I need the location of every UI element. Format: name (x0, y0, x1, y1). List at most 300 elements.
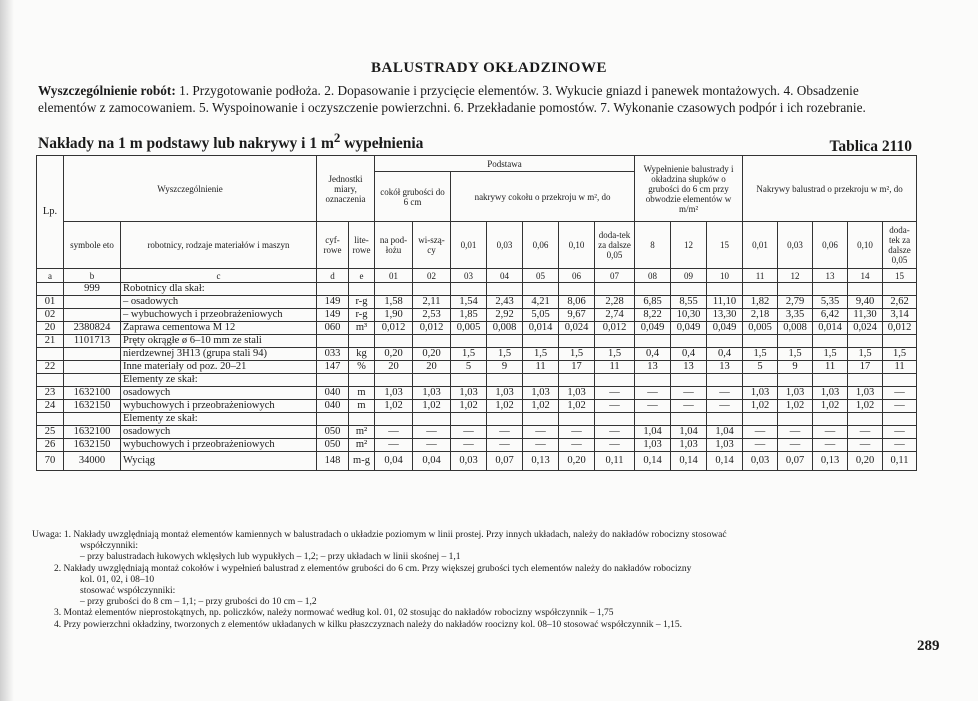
symbol-cell: 1632150 (64, 439, 121, 452)
value-cell (743, 374, 778, 387)
lp-cell: 21 (37, 335, 64, 348)
value-cell: — (707, 400, 743, 413)
value-cell (671, 413, 707, 426)
value-cell: — (778, 439, 813, 452)
value-cell: — (848, 439, 883, 452)
dodatek-header: doda-tek za dalsze 0,05 (883, 222, 917, 269)
value-cell: 2,53 (413, 309, 451, 322)
wypelnienie-header: Wypełnienie balustrady i okładzina słupków o grubości do 6 cm przy obwodzie elementów w m/m² (635, 156, 743, 222)
nakrywy-cokolu-header: nakrywy cokołu o przekroju w m², do (451, 172, 635, 222)
unit-code-cell: 149 (317, 296, 349, 309)
notes (32, 530, 922, 631)
lp-cell: 26 (37, 439, 64, 452)
value-cell: 0,20 (375, 348, 413, 361)
symbol-cell: 34000 (64, 452, 121, 471)
value-cell: 8,22 (635, 309, 671, 322)
value-cell (523, 283, 559, 296)
table-row (37, 296, 917, 309)
unit-cell (349, 374, 375, 387)
value-cell (451, 283, 487, 296)
value-cell: 6,85 (635, 296, 671, 309)
value-cell (375, 413, 413, 426)
symbol-cell: 2380824 (64, 322, 121, 335)
value-cell: — (671, 387, 707, 400)
unit-cell (349, 283, 375, 296)
value-cell: 1,03 (707, 439, 743, 452)
value-cell (559, 283, 595, 296)
col-number: 05 (523, 269, 559, 283)
value-cell: 9 (778, 361, 813, 374)
value-cell: — (743, 439, 778, 452)
value-cell (375, 283, 413, 296)
size-header: 0,06 (813, 222, 848, 269)
unit-code-cell: 050 (317, 426, 349, 439)
table-row (37, 400, 917, 413)
value-cell: 0,07 (778, 452, 813, 471)
symbol-cell (64, 374, 121, 387)
value-cell: 11,30 (848, 309, 883, 322)
value-cell: 1,54 (451, 296, 487, 309)
size-header: 0,03 (778, 222, 813, 269)
unit-code-cell (317, 283, 349, 296)
value-cell: 0,20 (559, 452, 595, 471)
size-header: 12 (671, 222, 707, 269)
cokol-header: cokół grubości do 6 cm (375, 172, 451, 222)
value-cell: 0,04 (413, 452, 451, 471)
table-row (37, 309, 917, 322)
value-cell (813, 374, 848, 387)
value-cell: 2,11 (413, 296, 451, 309)
value-cell (848, 283, 883, 296)
value-cell (413, 283, 451, 296)
work-description (38, 82, 914, 116)
value-cell: 1,02 (778, 400, 813, 413)
value-cell: 11 (595, 361, 635, 374)
value-cell (778, 413, 813, 426)
value-cell (375, 374, 413, 387)
value-cell: 1,82 (743, 296, 778, 309)
value-cell: 0,008 (778, 322, 813, 335)
unit-cell: % (349, 361, 375, 374)
value-cell: — (883, 426, 917, 439)
unit-code-cell (317, 374, 349, 387)
value-cell: — (635, 387, 671, 400)
value-cell: 1,03 (451, 387, 487, 400)
value-cell: 20 (413, 361, 451, 374)
value-cell (523, 374, 559, 387)
value-cell: 1,02 (451, 400, 487, 413)
podstawa-header: Podstawa (375, 156, 635, 172)
value-cell: — (523, 426, 559, 439)
value-cell (595, 413, 635, 426)
lp-cell: 70 (37, 452, 64, 471)
value-cell: 1,03 (413, 387, 451, 400)
table-subtitle (38, 130, 423, 153)
literowe-header: lite-rowe (349, 222, 375, 269)
value-cell (813, 335, 848, 348)
value-cell: 0,012 (413, 322, 451, 335)
value-cell: 1,5 (595, 348, 635, 361)
value-cell (635, 374, 671, 387)
value-cell: 1,5 (848, 348, 883, 361)
value-cell (813, 283, 848, 296)
value-cell (671, 283, 707, 296)
value-cell (848, 413, 883, 426)
value-cell: 0,11 (883, 452, 917, 471)
value-cell: — (523, 439, 559, 452)
col-letter: c (121, 269, 317, 283)
value-cell: 1,04 (635, 426, 671, 439)
table-row (37, 439, 917, 452)
value-cell: 1,03 (375, 387, 413, 400)
value-cell: 0,014 (813, 322, 848, 335)
value-cell: 0,012 (883, 322, 917, 335)
value-cell: — (883, 387, 917, 400)
symbol-cell (64, 309, 121, 322)
value-cell: 1,03 (848, 387, 883, 400)
note-line: kol. 01, 02, i 08–10 (80, 574, 155, 585)
unit-cell: m² (349, 439, 375, 452)
value-cell: 5,05 (523, 309, 559, 322)
description-cell: Robotnicy dla skał: (121, 283, 317, 296)
value-cell: 5 (451, 361, 487, 374)
value-cell: 1,02 (413, 400, 451, 413)
description-cell: – osadowych (121, 296, 317, 309)
value-cell: 1,02 (375, 400, 413, 413)
value-cell (413, 335, 451, 348)
lp-cell: 22 (37, 361, 64, 374)
value-cell: — (595, 426, 635, 439)
lp-cell: 24 (37, 400, 64, 413)
value-cell: 1,02 (848, 400, 883, 413)
value-cell: 0,04 (375, 452, 413, 471)
value-cell (671, 374, 707, 387)
value-cell: 1,02 (743, 400, 778, 413)
value-cell (778, 374, 813, 387)
value-cell: 0,13 (813, 452, 848, 471)
lp-cell: 02 (37, 309, 64, 322)
value-cell: 6,42 (813, 309, 848, 322)
value-cell: 2,92 (487, 309, 523, 322)
value-cell: 1,03 (523, 387, 559, 400)
value-cell: — (635, 400, 671, 413)
value-cell: 11 (813, 361, 848, 374)
value-cell: — (451, 426, 487, 439)
value-cell: 0,13 (523, 452, 559, 471)
value-cell: 0,008 (487, 322, 523, 335)
description-cell: wybuchowych i przeobrażeniowych (121, 439, 317, 452)
value-cell (451, 335, 487, 348)
value-cell: 1,5 (523, 348, 559, 361)
symbol-cell: 1101713 (64, 335, 121, 348)
value-cell (707, 413, 743, 426)
value-cell: 0,4 (635, 348, 671, 361)
value-cell (487, 335, 523, 348)
size-header: 0,10 (559, 222, 595, 269)
col-letter: d (317, 269, 349, 283)
value-cell: — (413, 439, 451, 452)
value-cell (848, 335, 883, 348)
col-number: 02 (413, 269, 451, 283)
unit-cell: m² (349, 426, 375, 439)
value-cell: 1,5 (451, 348, 487, 361)
value-cell (778, 283, 813, 296)
unit-code-cell: 147 (317, 361, 349, 374)
value-cell: 1,90 (375, 309, 413, 322)
value-cell: 1,02 (813, 400, 848, 413)
unit-code-cell: 033 (317, 348, 349, 361)
value-cell: 11 (523, 361, 559, 374)
value-cell: 0,07 (487, 452, 523, 471)
unit-code-cell: 040 (317, 400, 349, 413)
table-row (37, 387, 917, 400)
value-cell: 4,21 (523, 296, 559, 309)
wiszacy-header: wi-szą-cy (413, 222, 451, 269)
value-cell: 1,5 (813, 348, 848, 361)
unit-cell: m (349, 400, 375, 413)
description-cell: osadowych (121, 387, 317, 400)
value-cell: 11,10 (707, 296, 743, 309)
nakrywy-balustrad-header: Nakrywy balustrad o przekroju w m², do (743, 156, 917, 222)
col-number: 06 (559, 269, 595, 283)
value-cell (743, 283, 778, 296)
value-cell: 9,67 (559, 309, 595, 322)
value-cell (487, 413, 523, 426)
value-cell: 5 (743, 361, 778, 374)
col-number: 12 (778, 269, 813, 283)
value-cell: — (451, 439, 487, 452)
value-cell: 1,04 (707, 426, 743, 439)
unit-code-cell (317, 335, 349, 348)
value-cell (707, 283, 743, 296)
col-number: 15 (883, 269, 917, 283)
value-cell (883, 374, 917, 387)
unit-code-cell: 060 (317, 322, 349, 335)
note-line: – przy balustradach łukowych wklęsłych lub wypukłych – 1,2; – przy układach w linii skośnej – 1,1 (80, 552, 461, 563)
value-cell: 13 (671, 361, 707, 374)
value-cell (813, 413, 848, 426)
value-cell: — (883, 439, 917, 452)
value-cell: 8,55 (671, 296, 707, 309)
description-cell: Elementy ze skał: (121, 374, 317, 387)
note-line: współczynniki: (80, 541, 139, 552)
value-cell (743, 335, 778, 348)
value-cell: — (707, 387, 743, 400)
unit-code-cell: 040 (317, 387, 349, 400)
symbole-header: symbole eto (64, 222, 121, 269)
symbol-cell (64, 361, 121, 374)
value-cell: 1,02 (559, 400, 595, 413)
value-cell (487, 374, 523, 387)
value-cell (883, 283, 917, 296)
description-cell: Zaprawa cementowa M 12 (121, 322, 317, 335)
value-cell: 1,02 (487, 400, 523, 413)
value-cell: — (595, 400, 635, 413)
value-cell: 0,014 (523, 322, 559, 335)
value-cell: 0,049 (671, 322, 707, 335)
unit-code-cell (317, 413, 349, 426)
symbol-cell: 999 (64, 283, 121, 296)
col-letter: e (349, 269, 375, 283)
value-cell (595, 283, 635, 296)
symbol-cell (64, 348, 121, 361)
symbol-cell: 1632100 (64, 426, 121, 439)
value-cell: 0,049 (707, 322, 743, 335)
value-cell: 1,04 (671, 426, 707, 439)
work-description-text: 1. Przygotowanie podłoża. 2. Dopasowanie i przycięcie elementów. 3. Wykucie gniazd i panewek montażowych. 4. Obsadzenie elementów z zamocowaniem. 5. Wyspoinowanie i oczyszczenie powierzchni. 6. Przekładanie pomostów. 7. Wykonanie czasowych podpór i ich rozebranie. (38, 83, 866, 115)
size-header: 15 (707, 222, 743, 269)
value-cell (743, 413, 778, 426)
value-cell: 1,02 (523, 400, 559, 413)
value-cell: — (487, 426, 523, 439)
value-cell: 1,5 (883, 348, 917, 361)
size-header: 0,03 (487, 222, 523, 269)
value-cell: 1,5 (559, 348, 595, 361)
note-line: – przy grubości do 8 cm – 1,1; – przy grubości do 10 cm – 1,2 (80, 597, 317, 608)
col-letter: b (64, 269, 121, 283)
value-cell: 0,14 (671, 452, 707, 471)
value-cell (707, 335, 743, 348)
value-cell (707, 374, 743, 387)
col-number: 11 (743, 269, 778, 283)
value-cell (559, 413, 595, 426)
symbol-cell: 1632150 (64, 400, 121, 413)
col-number: 09 (671, 269, 707, 283)
size-header: 0,01 (743, 222, 778, 269)
unit-cell: m³ (349, 322, 375, 335)
value-cell: 0,20 (413, 348, 451, 361)
value-cell: 2,28 (595, 296, 635, 309)
value-cell: 0,005 (743, 322, 778, 335)
wyszczegolnienie-header: Wyszczególnienie (64, 156, 317, 222)
value-cell: 0,03 (451, 452, 487, 471)
value-cell: 0,20 (848, 452, 883, 471)
value-cell (559, 335, 595, 348)
value-cell: 2,18 (743, 309, 778, 322)
lp-cell (37, 348, 64, 361)
value-cell: 13,30 (707, 309, 743, 322)
value-cell: — (671, 400, 707, 413)
value-cell: — (595, 387, 635, 400)
value-cell (778, 335, 813, 348)
value-cell: — (848, 426, 883, 439)
page-title: BALUSTRADY OKŁADZINOWE (371, 60, 607, 76)
col-number: 04 (487, 269, 523, 283)
description-cell: Elementy ze skał: (121, 413, 317, 426)
value-cell: — (813, 426, 848, 439)
col-number: 14 (848, 269, 883, 283)
lp-cell: 20 (37, 322, 64, 335)
lp-cell: 23 (37, 387, 64, 400)
value-cell: 3,35 (778, 309, 813, 322)
value-cell: 1,03 (635, 439, 671, 452)
col-number: 13 (813, 269, 848, 283)
value-cell: 2,43 (487, 296, 523, 309)
col-number: 01 (375, 269, 413, 283)
table-row (37, 283, 917, 296)
value-cell: — (595, 439, 635, 452)
col-number: 10 (707, 269, 743, 283)
value-cell (413, 413, 451, 426)
lp-cell (37, 413, 64, 426)
value-cell: 1,03 (559, 387, 595, 400)
lp-cell (37, 374, 64, 387)
robotnicy-header: robotnicy, rodzaje materiałów i maszyn (121, 222, 317, 269)
value-cell: 17 (848, 361, 883, 374)
value-cell: 0,005 (451, 322, 487, 335)
value-cell (451, 374, 487, 387)
unit-cell: m-g (349, 452, 375, 471)
description-cell: wybuchowych i przeobrażeniowych (121, 400, 317, 413)
value-cell (523, 413, 559, 426)
value-cell (375, 335, 413, 348)
col-number: 08 (635, 269, 671, 283)
value-cell: — (559, 426, 595, 439)
note-line: stosować współczynniki: (80, 586, 176, 597)
value-cell (635, 283, 671, 296)
na-podlozu-header: na pod-łożu (375, 222, 413, 269)
table-row (37, 452, 917, 471)
value-cell (487, 283, 523, 296)
value-cell: 2,79 (778, 296, 813, 309)
col-letter: a (37, 269, 64, 283)
table-row (37, 374, 917, 387)
value-cell: 2,74 (595, 309, 635, 322)
value-cell: 1,03 (487, 387, 523, 400)
value-cell (451, 413, 487, 426)
lp-header: Lp. (37, 156, 64, 269)
subtitle-sup: 2 (333, 130, 341, 145)
value-cell: 1,03 (671, 439, 707, 452)
value-cell: 1,85 (451, 309, 487, 322)
value-cell: — (487, 439, 523, 452)
value-cell (523, 335, 559, 348)
lp-cell (37, 283, 64, 296)
description-cell: Pręty okrągłe ø 6–10 mm ze stali (121, 335, 317, 348)
unit-code-cell: 149 (317, 309, 349, 322)
unit-cell: r-g (349, 309, 375, 322)
value-cell: 9,40 (848, 296, 883, 309)
unit-code-cell: 050 (317, 439, 349, 452)
value-cell (595, 335, 635, 348)
symbol-cell (64, 296, 121, 309)
value-cell: 0,024 (848, 322, 883, 335)
value-cell: 1,03 (813, 387, 848, 400)
note-line: Uwaga: 1. Nakłady uwzględniają montaż elementów kamiennych w balustradach o układzie poziomym w linii prostej. Przy innych układach, należy do nakładów robocizny stosować (32, 530, 727, 540)
value-cell (559, 374, 595, 387)
value-cell (848, 374, 883, 387)
value-cell: 0,11 (595, 452, 635, 471)
norms-table (36, 155, 917, 471)
note-line: 4. Przy powierzchni okładziny, tworzonych z elementów układanych w kilku płaszczyznach należy do nakładów roocizny kol. 08–10 stosować współczynnik – 1,15. (54, 619, 683, 630)
unit-cell (349, 335, 375, 348)
value-cell: — (375, 439, 413, 452)
description-cell: osadowych (121, 426, 317, 439)
value-cell: 0,14 (707, 452, 743, 471)
value-cell (595, 374, 635, 387)
value-cell: 8,06 (559, 296, 595, 309)
cyfrowe-header: cyf-rowe (317, 222, 349, 269)
value-cell: 0,4 (707, 348, 743, 361)
value-cell: — (813, 439, 848, 452)
note-line: 2. Nakłady uwzględniają montaż cokołów i wypełnień balustrad z elementów grubości do 6 cm. Przy większej grubości tych elementów należy do nakładów robocizny (54, 563, 692, 574)
value-cell: — (883, 400, 917, 413)
table-row (37, 322, 917, 335)
unit-cell: m (349, 387, 375, 400)
value-cell (635, 413, 671, 426)
value-cell: 1,5 (487, 348, 523, 361)
size-header: 0,01 (451, 222, 487, 269)
